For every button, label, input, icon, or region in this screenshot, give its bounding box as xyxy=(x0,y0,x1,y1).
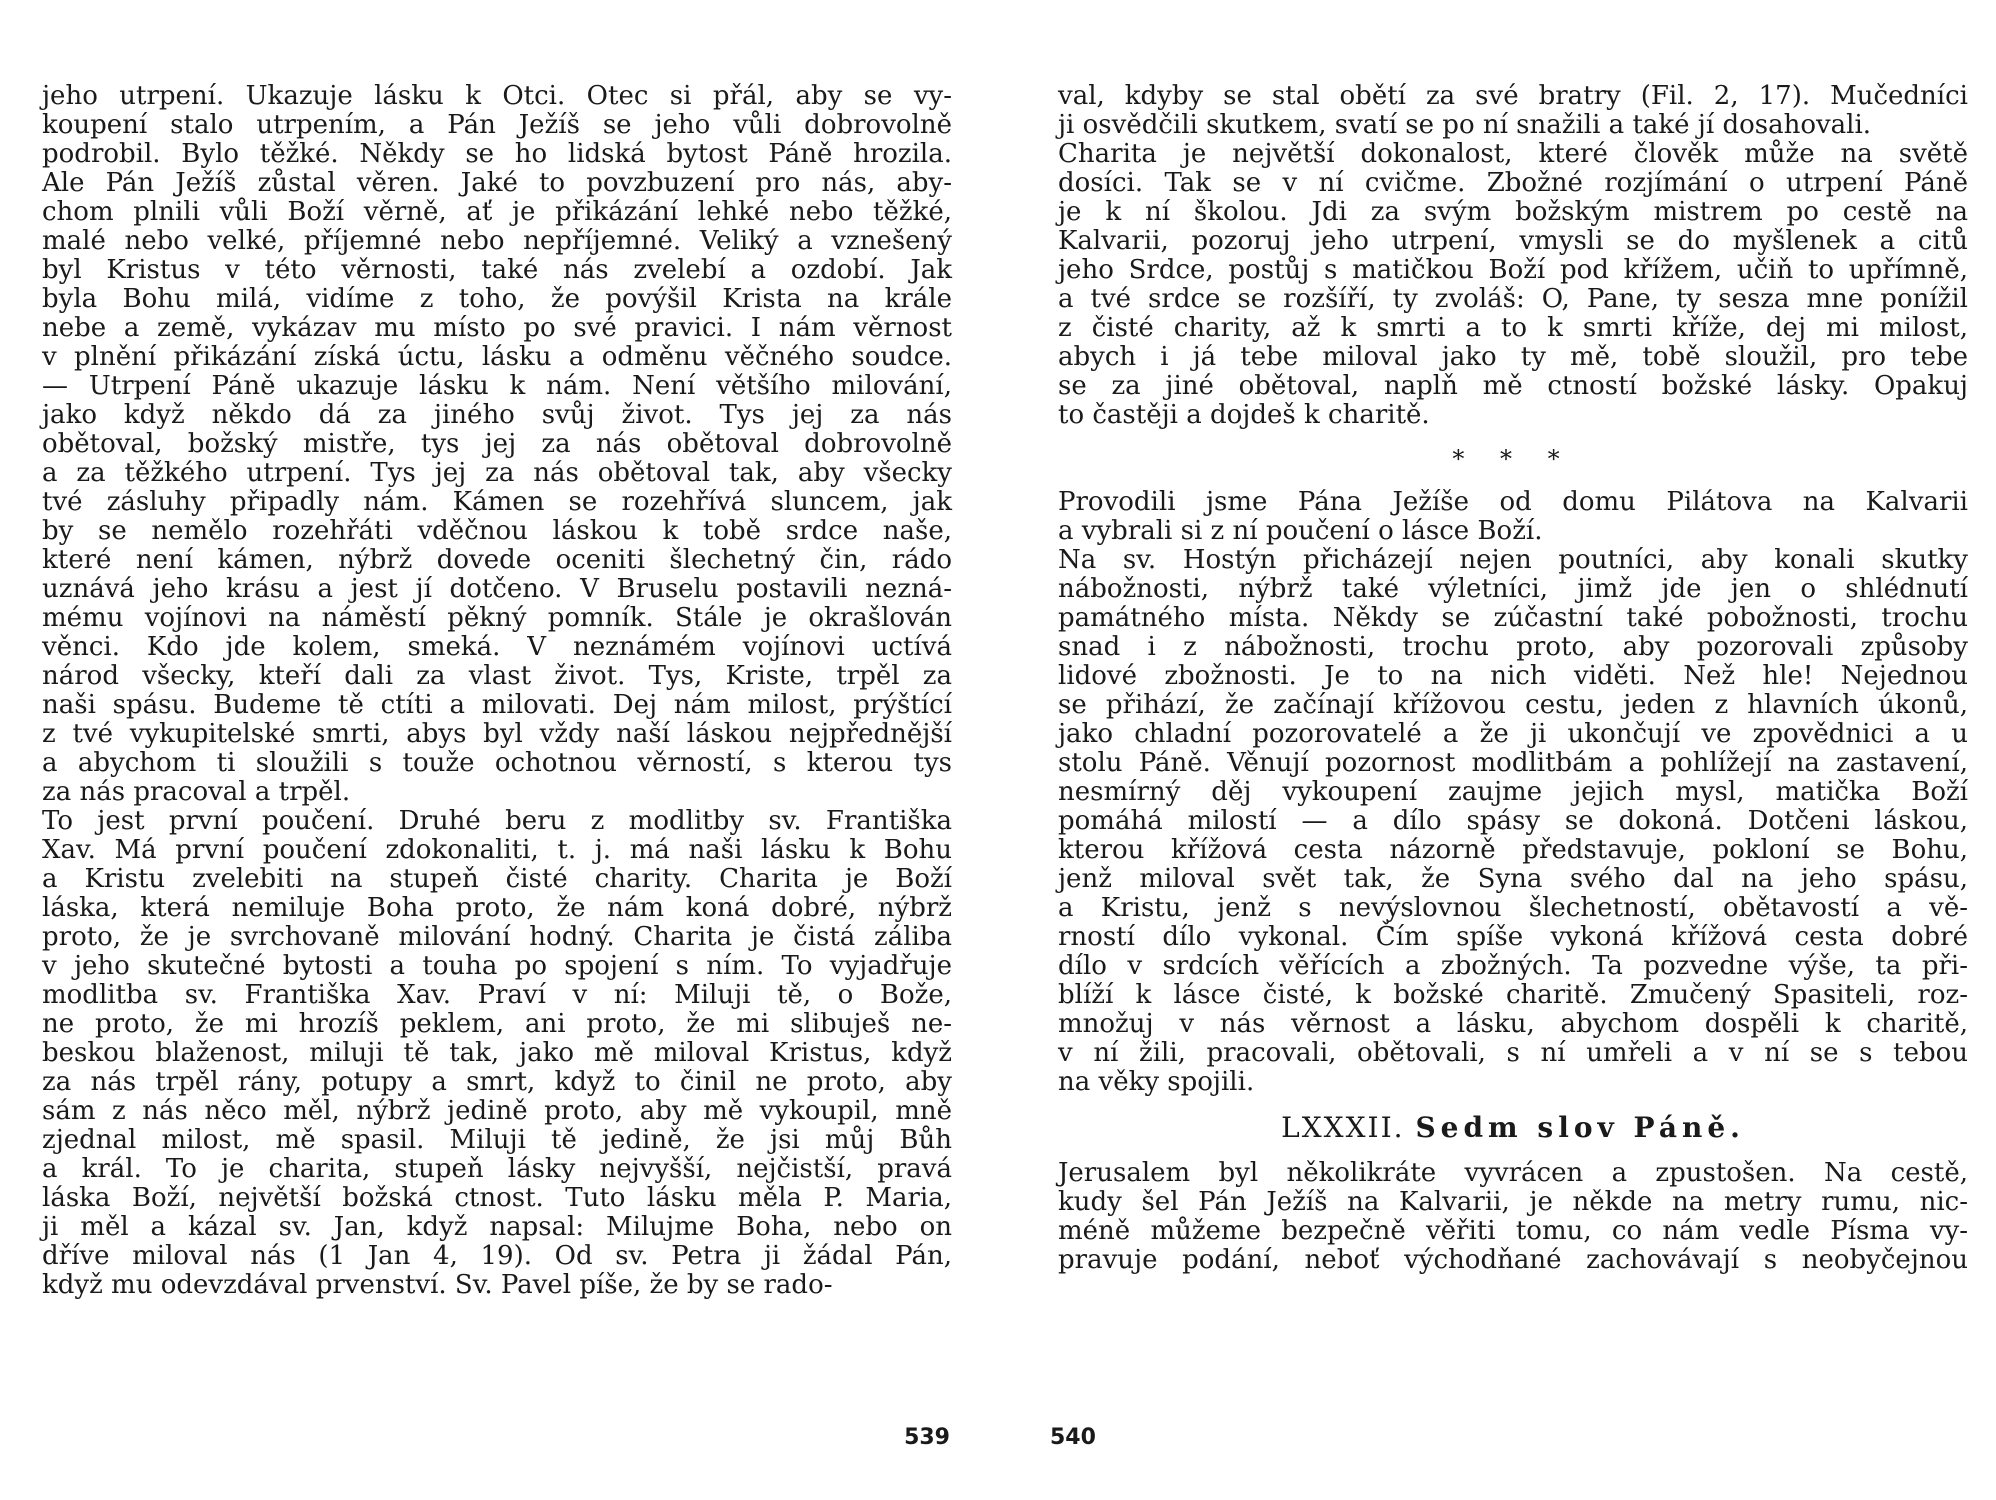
text-line: malé nebo velké, příjemné nebo nepříjemné. Veliký a vznešený xyxy=(42,226,952,256)
text-line: z čisté charity, až k smrti a to k smrti kříže, dej mi milost, xyxy=(1058,313,1968,343)
text-line: byla Bohu milá, vidíme z toho, že povýšil Krista na krále xyxy=(42,284,952,314)
text-line: dílo v srdcích věřících a zbožných. Ta pozvedne výše, ta při- xyxy=(1058,951,1968,981)
text-line: obětoval, božský mistře, tys jej za nás obětoval dobrovolně xyxy=(42,429,952,459)
text-line: Na sv. Hostýn přicházejí nejen poutníci, aby konali skutky xyxy=(1058,545,1968,575)
text-line: pomáhá milostí — a dílo spásy se dokoná. Dotčeni láskou, xyxy=(1058,806,1968,836)
text-line: beskou blaženost, miluji tě tak, jako mě miloval Kristus, když xyxy=(42,1038,952,1068)
text-line: za nás pracoval a trpěl. xyxy=(42,777,351,807)
text-line: v plnění přikázání získá úctu, lásku a odměnu věčného soudce. xyxy=(42,342,952,372)
right-page-text xyxy=(1058,82,1968,1275)
text-line: láska, která nemiluje Boha proto, že nám koná dobré, nýbrž xyxy=(42,893,952,923)
text-line: a tvé srdce se rozšíří, ty zvoláš: O, Pane, ty sesza mne ponížil xyxy=(1058,284,1968,314)
text-line: množuj v nás věrnost a lásku, abychom dospěli k charitě, xyxy=(1058,1009,1968,1039)
text-line: Xav. Má první poučení zdokonaliti, t. j. má naši lásku k Bohu xyxy=(42,835,952,865)
chapter-title: Sedm slov Páně. xyxy=(1415,1111,1745,1144)
text-line: naši spásu. Budeme tě ctíti a milovati. Dej nám milost, prýštící xyxy=(42,690,952,720)
text-line: z tvé vykupitelské smrti, abys byl vždy naší láskou nejpřednější xyxy=(42,719,952,749)
right-page xyxy=(998,0,1996,1500)
page-number-left: 539 xyxy=(904,1425,950,1450)
text-line: Ale Pán Ježíš zůstal věren. Jaké to povzbuzení pro nás, aby- xyxy=(42,168,952,198)
chapter-heading xyxy=(1058,1097,1968,1159)
text-line: věnci. Kdo jde kolem, smeká. V neznámém vojínovi uctívá xyxy=(42,632,952,662)
text-line: jeho utrpení. Ukazuje lásku k Otci. Otec si přál, aby se vy- xyxy=(42,81,952,111)
text-line: jako chladní pozorovatelé a že ji ukončují ve zpovědnici a u xyxy=(1058,719,1968,749)
text-line: uznává jeho krásu a jest jí dotčeno. V Bruselu postavili nezná- xyxy=(42,574,952,604)
text-line: a král. To je charita, stupeň lásky nejvyšší, nejčistší, pravá xyxy=(42,1154,952,1184)
text-line: chom plnili vůli Boží věrně, ať je přikázání lehké nebo těžké, xyxy=(42,197,952,227)
text-line: tvé zásluhy připadly nám. Kámen se rozehřívá sluncem, jak xyxy=(42,487,952,517)
text-line: to častěji a dojdeš k charitě. xyxy=(1058,400,1430,430)
text-line: za nás trpěl rány, potupy a smrt, když to činil ne proto, aby xyxy=(42,1067,952,1097)
text-line: nebe a země, vykázav mu místo po své pravici. I nám věrnost xyxy=(42,313,952,343)
text-line: proto, že je svrchovaně milování hodný. Charita je čistá záliba xyxy=(42,922,952,952)
text-line: zjednal milost, mě spasil. Miluji tě jedině, že jsi můj Bůh xyxy=(42,1125,952,1155)
text-line: a za těžkého utrpení. Tys jej za nás obětoval tak, aby všecky xyxy=(42,458,952,488)
text-line: jako když někdo dá za jiného svůj život. Tys jej za nás xyxy=(42,400,952,430)
text-line: sám z nás něco měl, nýbrž jedině proto, aby mě vykoupil, mně xyxy=(42,1096,952,1126)
text-line: Kalvarii, pozoruj jeho utrpení, vmysli se do myšlenek a citů xyxy=(1058,226,1968,256)
text-line: láska Boží, největší božská ctnost. Tuto lásku měla P. Maria, xyxy=(42,1183,952,1213)
text-line: lidové zbožnosti. Je to na nich viděti. Než hle! Nejednou xyxy=(1058,661,1968,691)
text-line: méně můžeme bezpečně věřiti tomu, co nám vedle Písma vy- xyxy=(1058,1216,1968,1246)
text-line: ji měl a kázal sv. Jan, když napsal: Milujme Boha, nebo on xyxy=(42,1212,952,1242)
text-line: rností dílo vykonal. Čím spíše vykoná křížová cesta dobré xyxy=(1058,922,1968,952)
text-line: ji osvědčili skutkem, svatí se po ní snažili a také jí dosahovali. xyxy=(1058,110,1872,140)
text-line: byl Kristus v této věrnosti, také nás zvelebí a ozdobí. Jak xyxy=(42,255,952,285)
text-line: nesmírný děj vykoupení zaujme jejich mysl, matička Boží xyxy=(1058,777,1968,807)
text-line: když mu odevzdával prvenství. Sv. Pavel píše, že by se rado- xyxy=(42,1270,833,1300)
text-line: a vybrali si z ní poučení o lásce Boží. xyxy=(1058,516,1543,546)
text-line: val, kdyby se stal obětí za své bratry (Fil. 2, 17). Mučedníci xyxy=(1058,81,1968,111)
page-number-right: 540 xyxy=(1050,1425,1096,1450)
text-line: dosíci. Tak se v ní cvičme. Zbožné rozjímání o utrpení Páně xyxy=(1058,168,1968,198)
text-line: Jerusalem byl několikráte vyvrácen a zpustošen. Na cestě, xyxy=(1058,1158,1968,1188)
text-line: koupení stalo utrpením, a Pán Ježíš se jeho vůli dobrovolně xyxy=(42,110,952,140)
text-line: blíží k lásce čisté, k božské charitě. Zmučený Spasiteli, roz- xyxy=(1058,980,1968,1010)
text-line: národ všecky, kteří dali za vlast život. Tys, Kriste, trpěl za xyxy=(42,661,952,691)
text-line: by se nemělo rozehřáti vděčnou láskou k tobě srdce naše, xyxy=(42,516,952,546)
text-line: na věky spojili. xyxy=(1058,1067,1255,1097)
text-line: mému vojínovi na náměstí pěkný pomník. Stále je okrašlován xyxy=(42,603,952,633)
text-line: v ní žili, pracovali, obětovali, s ní umřeli a v ní se s tebou xyxy=(1058,1038,1968,1068)
section-divider-stars: * * * xyxy=(1452,445,1574,473)
text-line: pravuje podání, neboť východňané zachovávají s neobyčejnou xyxy=(1058,1245,1968,1275)
text-line: To jest první poučení. Druhé beru z modlitby sv. Františka xyxy=(42,806,952,836)
chapter-number: LXXXII. xyxy=(1281,1111,1405,1144)
text-line: stolu Páně. Věnují pozornost modlitbám a pohlížejí na zastavení, xyxy=(1058,748,1968,778)
text-line: dříve miloval nás (1 Jan 4, 19). Od sv. Petra ji žádal Pán, xyxy=(42,1241,952,1271)
text-line: kterou křížová cesta názorně představuje, pokloní se Bohu, xyxy=(1058,835,1968,865)
text-line: je k ní školou. Jdi za svým božským mistrem po cestě na xyxy=(1058,197,1968,227)
text-line: Provodili jsme Pána Ježíše od domu Pilátova na Kalvarii xyxy=(1058,487,1968,517)
text-line: modlitba sv. Františka Xav. Praví v ní: Miluji tě, o Bože, xyxy=(42,980,952,1010)
text-line: — Utrpení Páně ukazuje lásku k nám. Není většího milování, xyxy=(42,371,952,401)
text-line: jenž miloval svět tak, že Syna svého dal na jeho spásu, xyxy=(1058,864,1968,894)
text-line: se přihází, že začínají křížovou cestu, jeden z hlavních úkonů, xyxy=(1058,690,1968,720)
text-line: Charita je největší dokonalost, které člověk může na světě xyxy=(1058,139,1968,169)
text-line: a Kristu zvelebiti na stupeň čisté charity. Charita je Boží xyxy=(42,864,952,894)
text-line: jeho Srdce, postůj s matičkou Boží pod křížem, učiň to upřímně, xyxy=(1058,255,1968,285)
text-line: podrobil. Bylo těžké. Někdy se ho lidská bytost Páně hrozila. xyxy=(42,139,952,169)
text-line: se za jiné obětoval, naplň mě ctností božské lásky. Opakuj xyxy=(1058,371,1968,401)
text-line: a abychom ti sloužili s touže ochotnou věrností, s kterou tys xyxy=(42,748,952,778)
text-line: abych i já tebe miloval jako ty mě, tobě sloužil, pro tebe xyxy=(1058,342,1968,372)
text-line: kudy šel Pán Ježíš na Kalvarii, je někde na metry rumu, nic- xyxy=(1058,1187,1968,1217)
text-line: v jeho skutečné bytosti a touha po spojení s ním. To vyjadřuje xyxy=(42,951,952,981)
text-line: ne proto, že mi hrozíš peklem, ani proto, že mi slibuješ ne- xyxy=(42,1009,952,1039)
text-line: snad i z nábožnosti, trochu proto, aby pozorovali způsoby xyxy=(1058,632,1968,662)
left-page-text xyxy=(42,82,952,1300)
text-line: nábožnosti, nýbrž také výletníci, jimž jde jen o shlédnutí xyxy=(1058,574,1968,604)
text-line: a Kristu, jenž s nevýslovnou šlechetností, obětavostí a vě- xyxy=(1058,893,1968,923)
text-line: památného místa. Někdy se zúčastní také pobožnosti, trochu xyxy=(1058,603,1968,633)
text-line: které není kámen, nýbrž dovede oceniti šlechetný čin, rádo xyxy=(42,545,952,575)
